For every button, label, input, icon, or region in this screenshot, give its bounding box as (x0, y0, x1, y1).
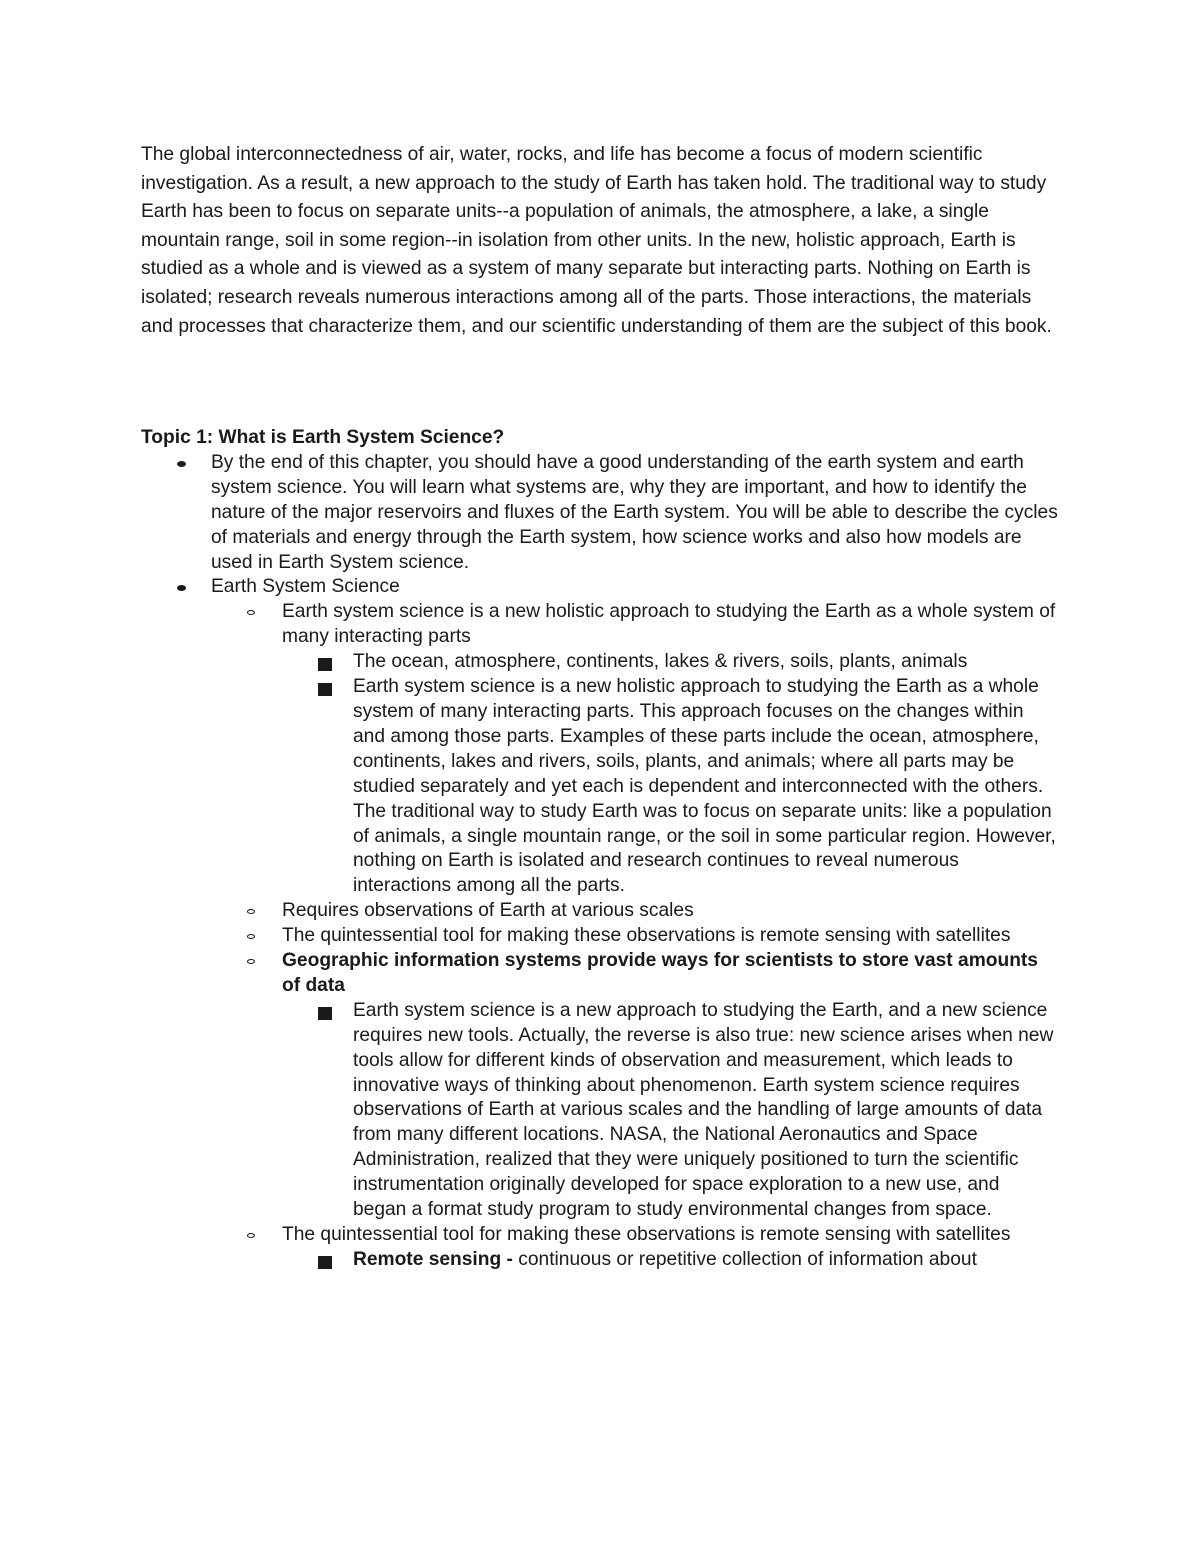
hollow-bullet-icon (247, 610, 255, 615)
topic-section (141, 426, 1071, 1273)
bullet-text: By the end of this chapter, you should have a good understanding of the earth system and earth system science. You will learn what systems are, why they are important, and how to identify the nature of the major reservoirs and fluxes of the Earth system. You will be able to describe the cycles of materials and energy through the Earth system, how science works and also how models are used in Earth System science. (211, 451, 1058, 573)
list-item (141, 575, 1071, 1272)
list-item (282, 999, 1071, 1223)
list-item (211, 600, 1071, 899)
topic-title: Topic 1: What is Earth System Science? (141, 427, 505, 448)
list-item (141, 451, 1071, 576)
sub-bullet-list (211, 600, 1071, 1272)
term-label: Remote sensing - (353, 1248, 513, 1270)
detail-text: The ocean, atmosphere, continents, lakes & rivers, soils, plants, animals (353, 651, 968, 673)
square-bullet-icon (318, 683, 332, 696)
square-bullet-list (282, 999, 1071, 1223)
sub-bullet-text: The quintessential tool for making these observations is remote sensing with satellites (282, 925, 1011, 947)
filled-bullet-icon (177, 585, 186, 591)
sub-bullet-text: Geographic information systems provide ways for scientists to store vast amounts of data (282, 950, 1038, 996)
list-item (282, 650, 1071, 675)
square-bullet-list (282, 650, 1071, 899)
list-item (211, 924, 1071, 949)
sub-bullet-text: Requires observations of Earth at various scales (282, 900, 694, 922)
square-bullet-list (282, 1248, 1071, 1273)
list-item (211, 899, 1071, 924)
term-definition: continuous or repetitive collection of information about (512, 1248, 977, 1270)
hollow-bullet-icon (247, 909, 255, 914)
intro-paragraph: The global interconnectedness of air, water, rocks, and life has become a focus of modern scientific investigation. As a result, a new approach to the study of Earth has taken hold. The traditional way to study Earth has been to focus on separate units--a population of animals, the atmosphere, a lake, a single mountain range, soil in some region--in isolation from other units. In the new, holistic approach, Earth is studied as a whole and is viewed as a system of many separate but interacting parts. Nothing on Earth is isolated; research reveals numerous interactions among all of the parts. Those interactions, the materials and processes that characterize them, and our scientific understanding of them are the subject of this book. (141, 144, 1052, 337)
detail-text: Earth system science is a new holistic approach to studying the Earth as a whole system of many interacting parts. This approach focuses on the changes within and among those parts. Examples of these parts include the ocean, atmosphere, continents, lakes and rivers, soils, plants, and animals; where all parts may be studied separately and yet each is dependent and interconnected with the others. The traditional way to study Earth was to focus on separate units: like a population of animals, a single mountain range, or the soil in some particular region. However, nothing on Earth is isolated and research continues to reveal numerous interactions among all the parts. (353, 676, 1056, 897)
square-bullet-icon (318, 658, 332, 671)
hollow-bullet-icon (247, 1233, 255, 1238)
list-item (211, 949, 1071, 1223)
list-item (211, 1223, 1071, 1273)
topic-bullet-list (141, 451, 1071, 1273)
square-bullet-icon (318, 1256, 332, 1269)
detail-text: Earth system science is a new approach to studying the Earth, and a new science requires new tools. Actually, the reverse is also true: new science arises when new tools allow for different kinds of observation and measurement, which leads to innovative ways of thinking about phenomenon. Earth system science requires observations of Earth at various scales and the handling of large amounts of data from many different locations. NASA, the National Aeronautics and Space Administration, realized that they were uniquely positioned to turn the scientific instrumentation originally developed for space exploration to a new use, and began a format study program to study environmental changes from space. (353, 999, 1054, 1221)
sub-bullet-text: Earth system science is a new holistic approach to studying the Earth as a whole system of many interacting parts (282, 601, 1056, 648)
hollow-bullet-icon (247, 959, 255, 964)
filled-bullet-icon (177, 461, 186, 467)
hollow-bullet-icon (247, 934, 255, 939)
list-item (282, 1248, 1071, 1273)
sub-bullet-text: The quintessential tool for making these observations is remote sensing with satellites (282, 1224, 1011, 1245)
list-item (282, 675, 1071, 899)
bullet-text: Earth System Science (211, 576, 400, 598)
detail-text (353, 1248, 1058, 1273)
square-bullet-icon (318, 1007, 332, 1020)
